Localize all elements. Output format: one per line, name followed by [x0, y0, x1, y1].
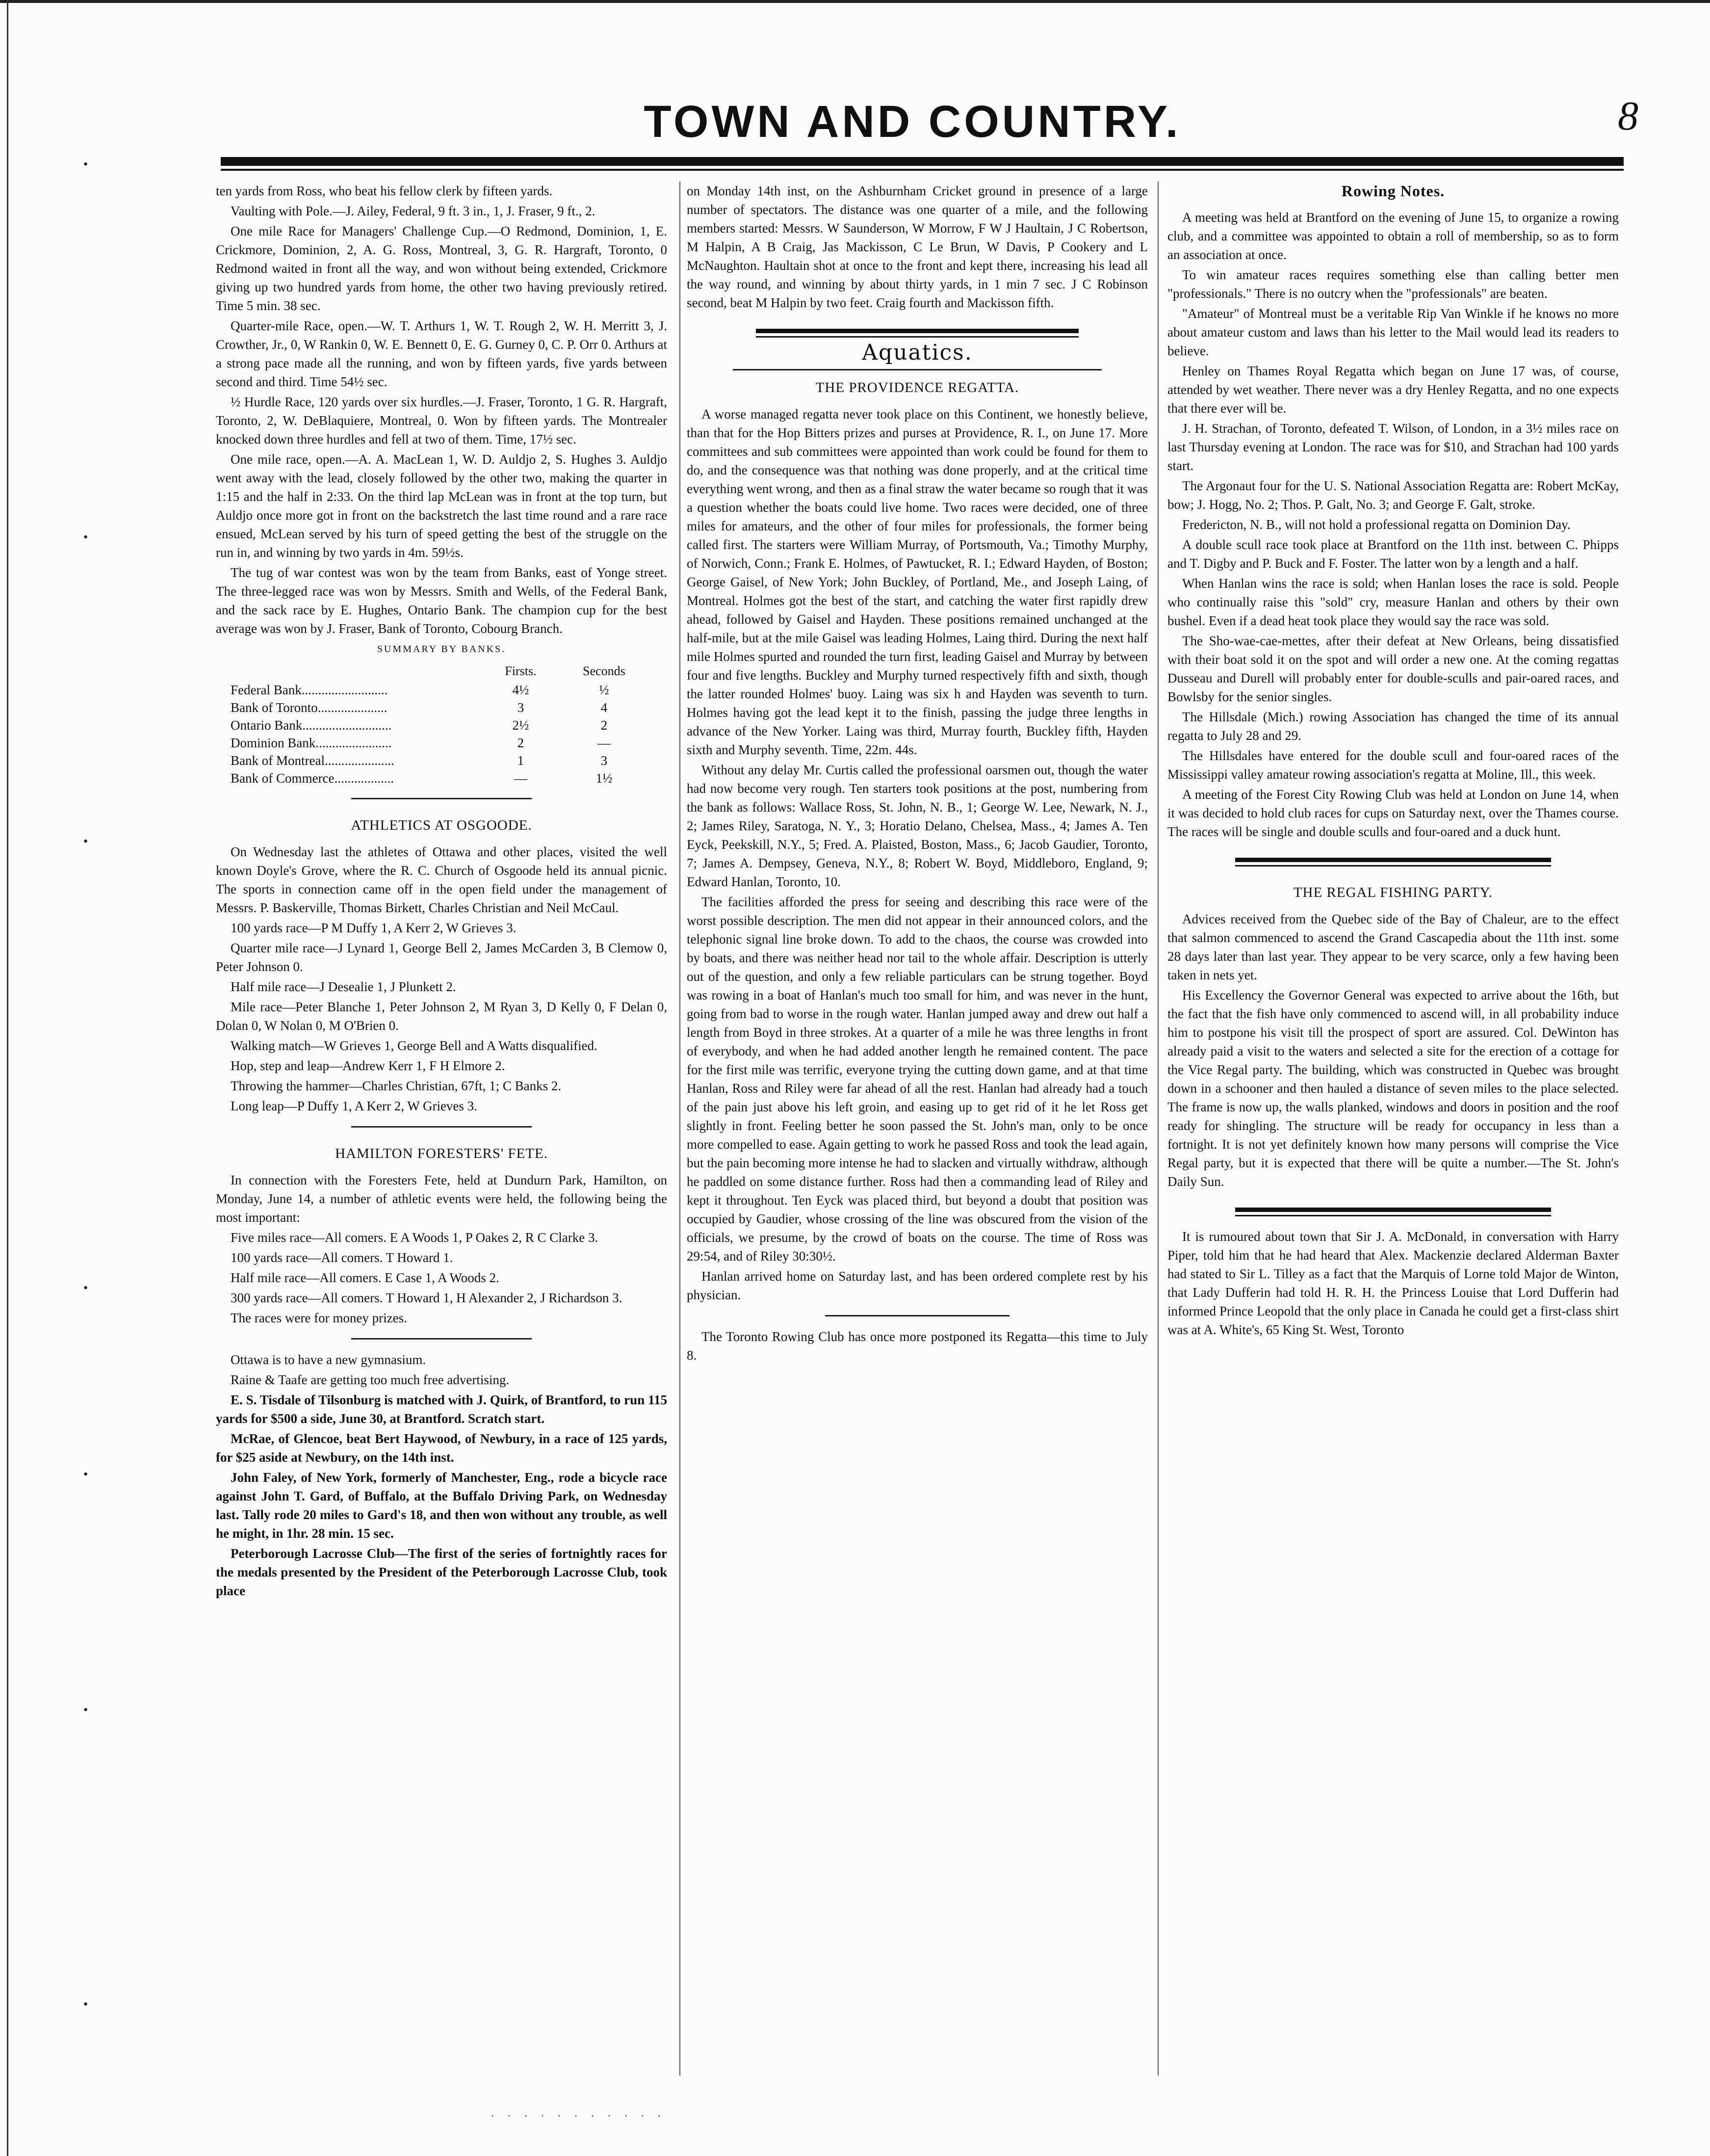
section-divider	[351, 1338, 532, 1340]
margin-mark: •	[83, 530, 88, 544]
article-paragraph: Advices received from the Quebec side of the Bay of Chaleur, are to the effect that salmon commenced to ascend the Grand Cascapedia about the 11th inst. some 28 days later than last year. They appear to be very scarce, only a few having been taken in nets yet.	[1167, 912, 1619, 982]
article-paragraph: The facilities afforded the press for seeing and describing this race were of the worst possible description. The men did not appear in their announced colors, and the telephonic signal line broke down. To add to the chaos, the course was crowded into by boats, and there was neither head nor tail to the whole affair. Description is utterly out of the question, and only a few reliable particulars can be strung together. Boyd was rowing in a boat of Hanlan's much too small for him, and was never in the hunt, going from bad to worse in the rough water. Hanlan jumped away and drew out half a length from Boyd in three strokes. At a quarter of a mile he was three lengths in front of everybody, and when he had added another length he remained content. The pace for the first mile was terrific, everyone trying the cutting down game, and at that time Hanlan, Ross and Riley were far ahead of all the rest. Hanlan had already had a touch of the pain just above his left groin, and easing up to get rid of it he let Ross get slightly in front. Feeling better he soon passed the St. John's man, only to be once more compelled to ease. Again getting to work he passed Ross and took the lead again, but the pain becoming more intense he had to slacken and virtually withdraw, although he paddled on some distance further. Ross had then a commanding lead of Riley and kept it throughout. Ten Eyck was placed third, but beyond a doubt that position was occupied by Gaudier, whose crossing of the line was obscured from the vision of the officials, we presume, by the crowd of boats on the course. The time of Ross was 29:54, and of Riley 30:30½.	[687, 894, 1148, 1263]
article-paragraph: When Hanlan wins the race is sold; when Hanlan loses the race is sold. People who continually raise this "sold" cry, measure Hanlan and others by their own bushel. Even if a dead heat took place they would say the race was sold.	[1167, 576, 1619, 628]
column-separator	[1158, 182, 1159, 2076]
article-paragraph: Half mile race—J Desealie 1, J Plunkett 2.	[231, 979, 456, 994]
section-divider	[351, 1126, 532, 1128]
table-cell: 4	[600, 700, 608, 715]
table-row	[231, 769, 646, 787]
article-paragraph: Mile race—Peter Blanche 1, Peter Johnson 2, M Ryan 3, D Kelly 0, F Delan 0, Dolan 0, W Nolan 0, M O'Brien 0.	[216, 999, 667, 1033]
article-paragraph: ½ Hurdle Race, 120 yards over six hurdles.—J. Fraser, Toronto, 1 G. R. Hargraft, Toronto, 2, W. DeBlaquiere, Montreal, 0. Won by fifteen yards. The Montrealer knocked down three hurdles and fell at two of them. Time, 17½ sec.	[216, 394, 667, 447]
margin-mark: •	[83, 1281, 88, 1295]
section-rule	[756, 329, 1079, 333]
table-cell: —	[514, 771, 527, 786]
column-1	[216, 182, 667, 1602]
header-rule	[221, 157, 1624, 166]
table-cell: 2	[517, 736, 524, 750]
section-divider	[825, 1315, 1010, 1316]
article-heading-regatta: THE PROVIDENCE REGATTA.	[815, 380, 1019, 395]
table-cell: 4½	[512, 683, 529, 697]
table-cell: Dominion Bank.......................	[231, 736, 392, 750]
section-rule	[756, 336, 1079, 338]
article-paragraph: Half mile race—All comers. E Case 1, A Woods 2.	[231, 1270, 499, 1285]
article-paragraph: The Hillsdales have entered for the double scull and four-oared races of the Mississippi valley amateur rowing association's regatta at Moline, Ill., this week.	[1167, 748, 1619, 782]
page-number: 8	[1618, 93, 1638, 139]
table-header: Seconds	[583, 664, 625, 678]
article-paragraph: The Sho-wae-cae-mettes, after their defeat at New Orleans, being dissatisfied with their boat sold it on the spot and will order a new one. At the coming regattas Dusseau and Durell will probably enter for double-sculls and pair-oared races, and Bowlsby for the senior singles.	[1167, 633, 1619, 704]
article-paragraph: One mile race, open.—A. A. MacLean 1, W. D. Auldjo 2, S. Hughes 3. Auldjo went away with the lead, closely followed by the other two, making the quarter in 1:15 and the half in 2:33. On the third lap McLean was in front at the top turn, but Auldjo once more got in front on the backstretch the last time round and a rare race ensued, McLean served by his turn of speed getting the best of the struggle on the run in, and winning by two yards in 4m. 59½s.	[216, 452, 667, 560]
table-cell: ½	[599, 683, 609, 697]
article-paragraph: Hanlan arrived home on Saturday last, and has been ordered complete rest by his physician.	[687, 1269, 1148, 1302]
margin-mark: •	[83, 1467, 88, 1481]
news-note: E. S. Tisdale of Tilsonburg is matched with J. Quirk, of Brantford, to run 115 yards for $500 a side, June 30, at Brantford. Scratch start.	[216, 1393, 667, 1426]
table-row	[231, 752, 646, 769]
news-note: John Faley, of New York, formerly of Manchester, Eng., rode a bicycle race against John T. Gard, of Buffalo, at the Buffalo Driving Park, on Wednesday last. Tally rode 20 miles to Gard's 18, and then won without any trouble, as well he might, in 1hr. 28 min. 15 sec.	[216, 1470, 667, 1541]
section-heading-rowing: Rowing Notes.	[1341, 182, 1445, 200]
section-rule	[1235, 865, 1551, 867]
article-paragraph: The races were for money prizes.	[231, 1311, 407, 1325]
article-paragraph: To win amateur races requires something else than calling better men "professionals." There is no outcry when the "professionals" are beaten.	[1167, 267, 1619, 301]
table-cell: 1½	[596, 771, 613, 786]
article-paragraph: The Argonaut four for the U. S. National Association Regatta are: Robert McKay, bow; J. Hogg, No. 2; Thos. P. Galt, No. 3; and George F. Galt, stroke.	[1167, 478, 1619, 512]
article-paragraph: Quarter-mile Race, open.—W. T. Arthurs 1, W. T. Rough 2, W. H. Merritt 3, J. Crowther, Jr., 0, W Rankin 0, W. E. Bennett 0, E. G. Gurney 0, C. P. Orr 0. Arthurs at a strong pace made all the running, and won by fifteen yards, five yards between second and third. Time 54½ sec.	[216, 318, 667, 389]
news-note: Peterborough Lacrosse Club—The first of the series of fortnightly races for the medals presented by the President of the Peterborough Lacrosse Club, took place	[216, 1546, 667, 1598]
news-note: Raine & Taafe are getting too much free advertising.	[231, 1372, 510, 1387]
article-paragraph: It is rumoured about town that Sir J. A. McDonald, in conversation with Harry Piper, told him that he had heard that Alex. Mackenzie declared Alderman Baxter had stated to Sir L. Tilley as a fact that the Marquis of Lorne told Major de Winton, that Lady Dufferin had told H. R. H. the Princess Louise that Lord Dufferin had informed Prince Leopold that the only place in Canada he could get a first-class shirt was at A. White's, 65 King St. West, Toronto	[1167, 1229, 1619, 1337]
section-heading-hamilton: HAMILTON FORESTERS' FETE.	[335, 1146, 548, 1161]
page-title: TOWN AND COUNTRY.	[644, 97, 1181, 147]
masthead	[186, 93, 1638, 160]
section-divider	[351, 798, 532, 799]
table-cell: 2½	[512, 718, 529, 733]
summary-title: SUMMARY BY BANKS.	[377, 644, 506, 655]
page-edge-left	[7, 0, 8, 2156]
table-header-row	[231, 661, 646, 681]
article-paragraph: Vaulting with Pole.—J. Ailey, Federal, 9 ft. 3 in., 1, J. Fraser, 9 ft., 2.	[231, 204, 596, 218]
summary-table	[231, 661, 646, 787]
section-heading-aquatics: Aquatics.	[862, 340, 973, 365]
column-3	[1167, 182, 1619, 1341]
article-paragraph: Henley on Thames Royal Regatta which began on June 17 was, of course, attended by wet weather. There never was a dry Henley Regatta, and no one expects that there ever will be.	[1167, 364, 1619, 416]
margin-mark: •	[83, 1997, 88, 2011]
article-paragraph: The Hillsdale (Mich.) rowing Association has changed the time of its annual regatta to July 28 and 29.	[1167, 710, 1619, 743]
section-heading-osgoode: ATHLETICS AT OSGOODE.	[351, 817, 532, 833]
column-separator	[679, 182, 680, 2076]
article-paragraph: Fredericton, N. B., will not hold a professional regatta on Dominion Day.	[1182, 517, 1571, 532]
article-paragraph: In connection with the Foresters Fete, held at Dundurn Park, Hamilton, on Monday, June 14, a number of athletic events were held, the following being the most important:	[216, 1173, 667, 1225]
article-paragraph: Without any delay Mr. Curtis called the professional oarsmen out, though the water had now become very rough. Ten starters took positions at the post, numbering from the bank as follows: Wallace Ross, St. John, N. B., 1; George W. Lee, Newark, N. J., 2; James Riley, Saratoga, N. Y., 3; Horatio Delano, Chelsea, Mass., 4; James A. Ten Eyck, Peekskill, N.Y., 5; Fred. A. Plaisted, Boston, Mass., 6; Jacob Gaudier, Toronto, 7; James A. Dempsey, Geneva, N.Y., 8; Robert W. Boyd, Middleboro, England, 9; Edward Hanlan, Toronto, 10.	[687, 762, 1148, 889]
article-paragraph: 100 yards race—P M Duffy 1, A Kerr 2, W Grieves 3.	[231, 920, 517, 935]
article-paragraph: A worse managed regatta never took place on this Continent, we honestly believe, than that for the Hop Bitters prizes and purses at Providence, R. I., on June 17. More committees and sub committees were appointed than work could be found for them to do, and the consequence was that nothing was done properly, and at the critical time everything went wrong, and then as a final straw the water became so rough that it was a question whether the boats could live home. Two races were decided, one of three miles for amateurs, and the other of four miles for professionals, the former being called first. The starters were William Murray, of Portsmouth, Va.; Timothy Murphy, of Norwich, Conn.; Frank E. Holmes, of Pawtucket, R. I.; Edward Hayden, of Boston; George Gaisel, of New York; John Buckley, of Portland, Me., and Joseph Laing, of Montreal. Holmes got the best of the start, and catching the water first rapidly drew ahead, followed by Gaisel and Hayden. These positions remained unchanged at the half-mile, but at the mile Gaisel was leading Holmes, Laing third. During the next half mile Holmes spurted and rounded the turn first, leading Gaisel and Murray by between four and five lengths. Buckley and Murphy turned respectively fifth and sixth, though the latter rounded Holmes' buoy. Laing was six h and Hayden was seventh to turn. Holmes having got the lead kept it to the finish, passing the judge three lengths in advance of the New Yorker. Laing was third, Murray fourth, Buckley fifth, Hayden sixth and Murphy seventh. Time, 22m. 44s.	[687, 407, 1148, 757]
article-paragraph: Walking match—W Grieves 1, George Bell and A Watts disqualified.	[231, 1038, 597, 1053]
table-cell: Bank of Montreal.....................	[231, 753, 394, 768]
article-paragraph: A meeting of the Forest City Rowing Club was held at London on June 14, when it was decided to hold club races for cups on Saturday next, over the Thames course. The races will be single and double sculls and four-oared and a duck hunt.	[1167, 787, 1619, 839]
table-row	[231, 699, 646, 716]
column-2	[687, 182, 1148, 1366]
table-cell: 2	[600, 718, 608, 733]
article-heading-fishing: THE REGAL FISHING PARTY.	[1293, 885, 1493, 900]
article-paragraph: ten yards from Ross, who beat his fellow clerk by fifteen yards.	[216, 184, 553, 198]
article-paragraph: One mile Race for Managers' Challenge Cup.—O Redmond, Dominion, 1, E. Crickmore, Dominion, 2, A. G. Ross, Montreal, 3, G. R. Hargraft, Toronto, 0 Redmond waited in front all the way, and won without being extended, Crickmore giving up two hundred yards from home, the other two having previously retired. Time 5 min. 38 sec.	[216, 224, 667, 313]
article-paragraph: 100 yards race—All comers. T Howard 1.	[231, 1250, 453, 1265]
article-paragraph: "Amateur" of Montreal must be a veritable Rip Van Winkle if he knows no more about amateur custom and laws than his letter to the Mail would lead its readers to believe.	[1167, 306, 1619, 358]
article-paragraph: The tug of war contest was won by the team from Banks, east of Yonge street. The three-legged race was won by Messrs. Smith and Wells, of the Federal Bank, and the sack race by E. Hughes, Ontario Bank. The champion cup for the best average was won by J. Fraser, Bank of Toronto, Cobourg Branch.	[216, 565, 667, 636]
header-rule-thin	[221, 169, 1624, 171]
table-cell: Federal Bank..........................	[231, 683, 388, 697]
article-paragraph: A double scull race took place at Brantford on the 11th inst. between C. Phipps and T. Digby and P. Buck and F. Foster. The latter won by a length and a half.	[1167, 537, 1619, 571]
table-cell: Bank of Commerce..................	[231, 771, 394, 786]
article-paragraph: Hop, step and leap—Andrew Kerr 1, F H Elmore 2.	[231, 1058, 505, 1073]
page-edge-top	[0, 0, 1710, 3]
margin-mark: •	[83, 834, 88, 848]
table-row	[231, 681, 646, 699]
news-note: McRae, of Glencoe, beat Bert Haywood, of Newbury, in a race of 125 yards, for $25 aside at Newbury, on the 14th inst.	[216, 1431, 667, 1465]
article-paragraph: The Toronto Rowing Club has once more postponed its Regatta—this time to July 8.	[687, 1329, 1148, 1363]
table-header: Firsts.	[505, 664, 537, 678]
table-row	[231, 716, 646, 734]
section-divider	[733, 369, 1102, 370]
section-rule	[1235, 858, 1551, 862]
table-header	[231, 661, 479, 681]
article-paragraph: His Excellency the Governor General was expected to arrive about the 16th, but the fact that the fish have only commenced to ascend will, in all probability induce him to postpone his visit till the prospect of sport are assured. Col. DeWinton has already paid a visit to the waters and selected a site for the erection of a cottage for the Vice Regal party. The building, which was constructed in Quebec was brought down in a schooner and then hauled a distance of seven miles to the place selected. The frame is now up, the walls planked, windows and doors in position and the roof ready for shingling. The structure will be ready for occupancy in less than a fortnight. It is not yet definitely known how many persons will comprise the Vice Regal party, but it is expected that there will be quite a number.—The St. John's Daily Sun.	[1167, 988, 1619, 1189]
margin-mark: •	[83, 1703, 88, 1717]
table-cell: Ontario Bank...........................	[231, 718, 392, 733]
section-rule	[1235, 1215, 1551, 1216]
section-rule	[1235, 1208, 1551, 1212]
table-row	[231, 734, 646, 752]
news-note: Ottawa is to have a new gymnasium.	[231, 1352, 426, 1367]
article-paragraph: J. H. Strachan, of Toronto, defeated T. Wilson, of London, in a 3½ miles race on last Thursday evening at London. The race was for $10, and Strachan had 100 yards start.	[1167, 421, 1619, 473]
article-paragraph: A meeting was held at Brantford on the evening of June 15, to organize a rowing club, and a committee was appointed to obtain a roll of membership, so as to form an association at once.	[1167, 210, 1619, 262]
footer-print-noise: · · · · · · · · · · ·	[491, 2110, 666, 2123]
article-paragraph: 300 yards race—All comers. T Howard 1, H Alexander 2, J Richardson 3.	[231, 1290, 622, 1305]
table-cell: —	[597, 736, 611, 750]
article-paragraph: On Wednesday last the athletes of Ottawa and other places, visited the well known Doyle's Grove, where the R. C. Church of Osgoode held its annual picnic. The sports in connection came off in the open field under the management of Messrs. P. Baskerville, Thomas Birkett, Charles Christian and Neil McCaul.	[216, 844, 667, 915]
article-paragraph: on Monday 14th inst, on the Ashburnham Cricket ground in presence of a large number of spectators. The distance was one quarter of a mile, and the following members started: Messrs. W Saunderson, W Morrow, F W J Haultain, J C Robertson, M Halpin, A B Craig, Jas Mackisson, C Le Brun, W Davis, P Cookery and L McNaughton. Haultain shot at once to the front and kept there, increasing his lead all the way round, and winning by about thirty yards, in 1 min 7 sec. J C Robinson second, beat M Halpin by two feet. Craig fourth and Mackisson fifth.	[687, 184, 1148, 310]
table-cell: Bank of Toronto.....................	[231, 700, 388, 715]
table-cell: 1	[517, 753, 524, 768]
article-paragraph: Five miles race—All comers. E A Woods 1, P Oakes 2, R C Clarke 3.	[231, 1230, 598, 1245]
table-cell: 3	[600, 753, 608, 768]
margin-mark: •	[83, 157, 88, 171]
article-paragraph: Throwing the hammer—Charles Christian, 67ft, 1; C Banks 2.	[231, 1078, 562, 1093]
table-cell: 3	[517, 700, 524, 715]
article-paragraph: Quarter mile race—J Lynard 1, George Bell 2, James McCarden 3, B Clemow 0, Peter Johnson 0.	[216, 941, 667, 974]
article-paragraph: Long leap—P Duffy 1, A Kerr 2, W Grieves 3.	[231, 1099, 477, 1113]
